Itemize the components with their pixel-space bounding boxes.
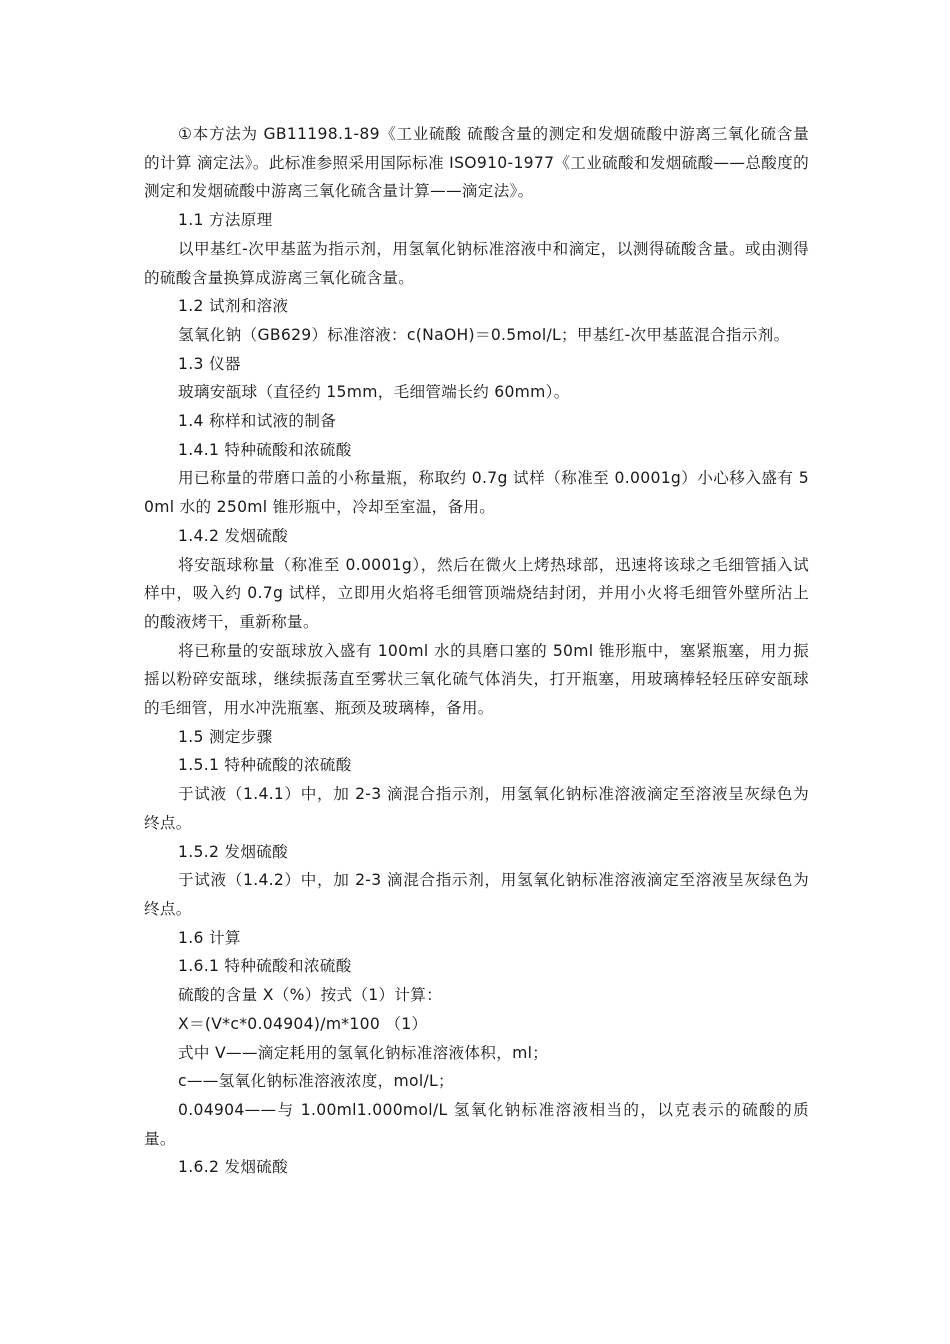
section-heading: 1.6 计算 bbox=[178, 928, 241, 947]
body-paragraph: 将已称量的安瓿球放入盛有 100ml 水的具磨口塞的 50ml 锥形瓶中，塞紧瓶塞，用力振摇以粉碎安瓿球，继续振荡直至雾状三氧化硫气体消失，打开瓶塞，用玻璃棒轻轻压碎安瓿球的毛细管，用水冲洗瓶塞、瓶颈及玻璃棒，备用。 bbox=[144, 641, 809, 718]
subsection-heading: 1.6.1 特种硫酸和浓硫酸 bbox=[178, 957, 352, 976]
body-paragraph: 于试液（1.4.2）中，加 2-3 滴混合指示剂，用氢氧化钠标准溶液滴定至溶液呈灰绿色为终点。 bbox=[144, 871, 809, 918]
section-heading: 1.3 仪器 bbox=[178, 354, 241, 373]
body-paragraph: 用已称量的带磨口盖的小称量瓶，称取约 0.7g 试样（称准至 0.0001g）小心移入盛有 50ml 水的 250ml 锥形瓶中，冷却至室温，备用。 bbox=[144, 469, 809, 517]
subsection-heading: 1.4.2 发烟硫酸 bbox=[178, 526, 289, 545]
formula-variable-definition: 0.04904——与 1.00ml1.000mol/L 氢氧化钠标准溶液相当的，以克表示的硫酸的质量。 bbox=[144, 1100, 809, 1148]
body-paragraph: 将安瓿球称量（称准至 0.0001g），然后在微火上烤热球部，迅速将该球之毛细管插入试样中，吸入约 0.7g 试样，立即用火焰将毛细管顶端烧结封闭，并用小火将毛细管外壁所沾上的酸液烤干，重新称量。 bbox=[144, 555, 809, 631]
section-heading: 1.1 方法原理 bbox=[178, 211, 273, 230]
document-body bbox=[144, 120, 809, 1182]
body-paragraph: 玻璃安瓿球（直径约 15mm，毛细管端长约 60mm）。 bbox=[178, 383, 570, 402]
body-paragraph: 以甲基红-次甲基蓝为指示剂，用氢氧化钠标准溶液中和滴定，以测得硫酸含量。或由测得的硫酸含量换算成游离三氧化硫含量。 bbox=[144, 239, 809, 287]
body-paragraph: 氢氧化钠（GB629）标准溶液：c(NaOH)＝0.5mol/L；甲基红-次甲基蓝混合指示剂。 bbox=[178, 325, 790, 344]
body-paragraph: 硫酸的含量 X（%）按式（1）计算： bbox=[178, 986, 443, 1005]
subsection-heading: 1.5.1 特种硫酸的浓硫酸 bbox=[178, 756, 352, 775]
subsection-heading: 1.4.1 特种硫酸和浓硫酸 bbox=[178, 440, 352, 459]
formula: X＝(V*c*0.04904)/m*100 （1） bbox=[178, 1014, 428, 1033]
formula-variable-definition: 式中 V——滴定耗用的氢氧化钠标准溶液体积，ml； bbox=[178, 1043, 549, 1062]
subsection-heading: 1.6.2 发烟硫酸 bbox=[178, 1158, 289, 1177]
body-paragraph: 于试液（1.4.1）中，加 2-3 滴混合指示剂，用氢氧化钠标准溶液滴定至溶液呈灰绿色为终点。 bbox=[144, 785, 809, 832]
intro-paragraph: ①本方法为 GB11198.1-89《工业硫酸 硫酸含量的测定和发烟硫酸中游离三氧化硫含量的计算 滴定法》。此标准参照采用国际标准 ISO910-1977《工业硫酸和发烟硫酸——总酸度的测定和发烟硫酸中游离三氧化硫含量计算——滴定法》。 bbox=[144, 125, 809, 201]
subsection-heading: 1.5.2 发烟硫酸 bbox=[178, 842, 289, 861]
section-heading: 1.2 试剂和溶液 bbox=[178, 297, 289, 316]
section-heading: 1.4 称样和试液的制备 bbox=[178, 412, 337, 431]
section-heading: 1.5 测定步骤 bbox=[178, 727, 273, 746]
formula-variable-definition: c——氢氧化钠标准溶液浓度，mol/L； bbox=[178, 1072, 454, 1091]
